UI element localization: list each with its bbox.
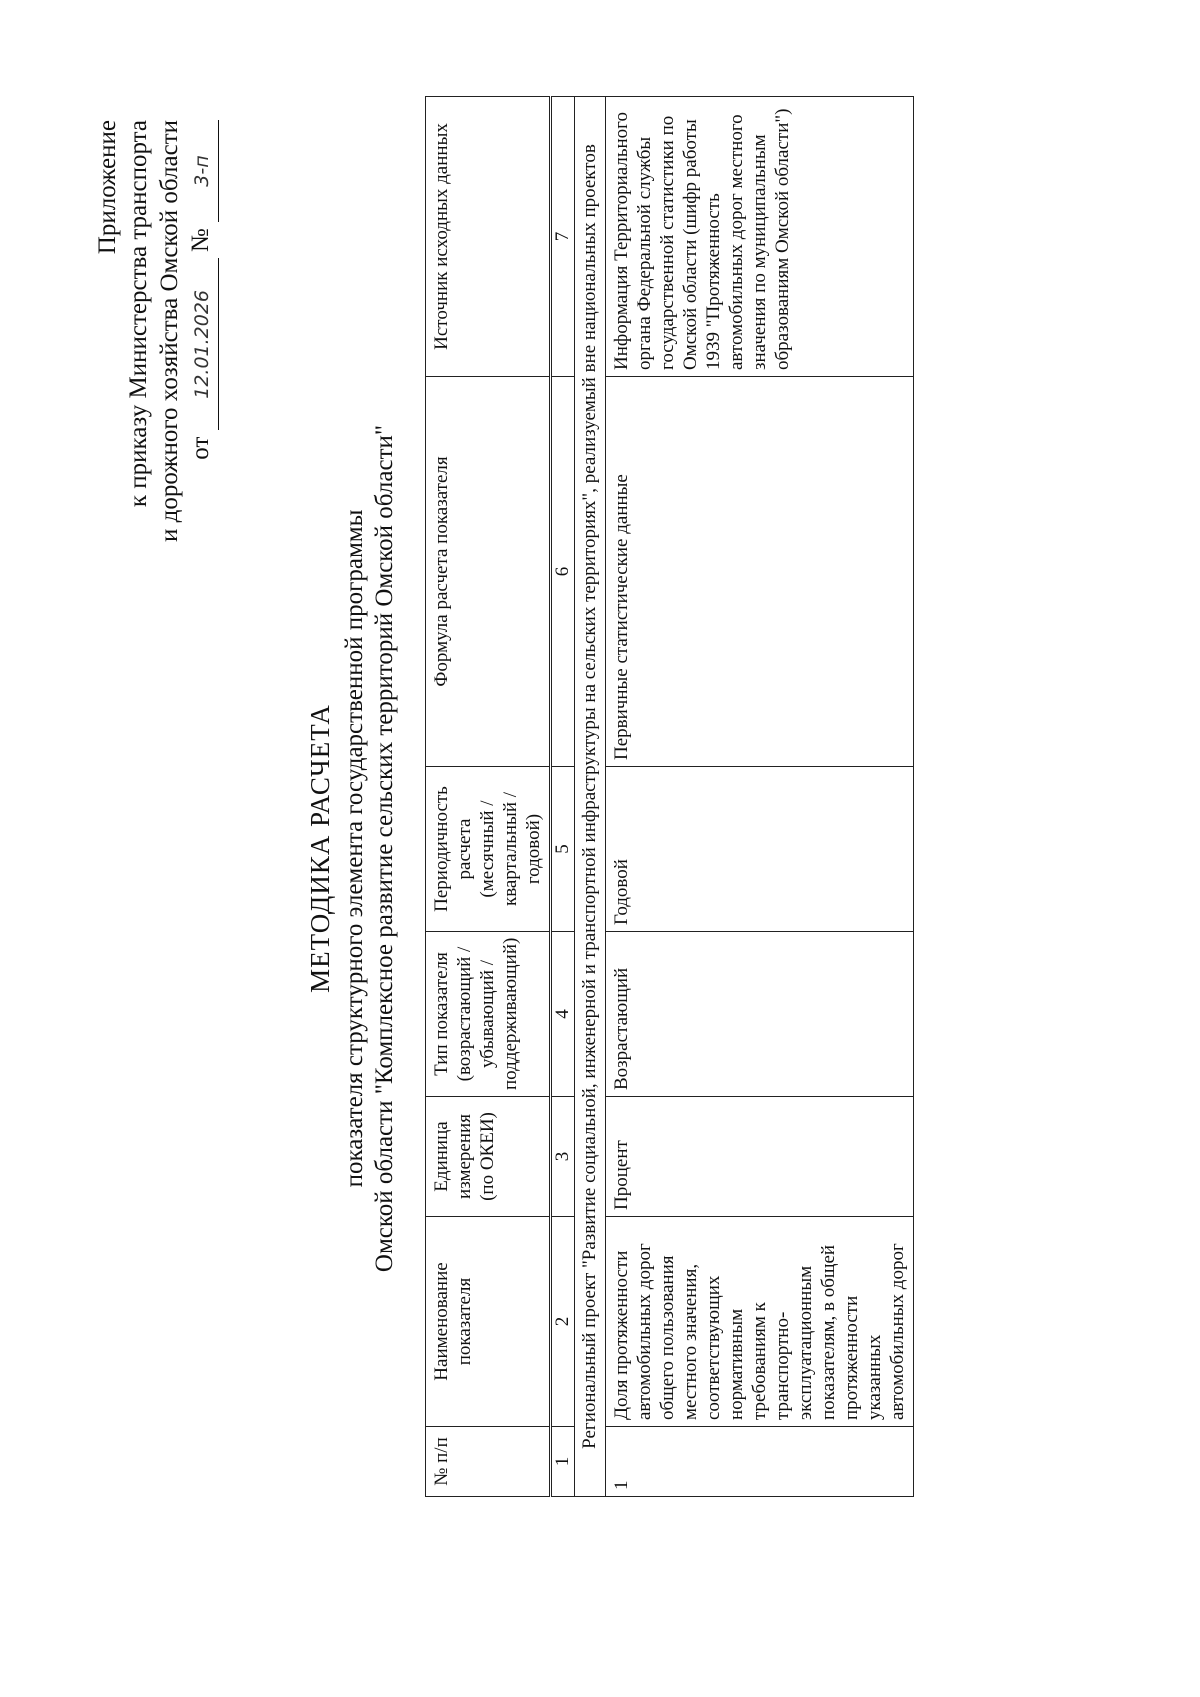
header-name: Наименование показателя <box>426 1217 551 1427</box>
header-unit: Единица измерения (по ОКЕИ) <box>426 1097 551 1217</box>
order-date-number-line <box>185 120 219 542</box>
table-row <box>606 97 914 1497</box>
document-subtitle-line-1: показателя структурного элемента государственной программы <box>341 509 368 1188</box>
column-number: 7 <box>551 97 575 377</box>
from-label: от <box>187 436 214 460</box>
column-number: 4 <box>551 932 575 1097</box>
row-source: Информация Территориального органа Федеральной службы государственной статистики по Омской области (шифр работы 1939 "Протяженность автомобильных дорог местного значения по муниципальным образованиям Омской области") <box>606 97 914 377</box>
header-period: Периодичность расчета (месячный / квартальный / годовой) <box>426 767 551 932</box>
table-header-row <box>426 97 551 1497</box>
row-num: 1 <box>606 1427 914 1497</box>
document-title-block <box>305 150 400 1547</box>
methodology-table <box>425 96 914 1497</box>
row-period: Годовой <box>606 767 914 932</box>
order-date: 12.01.2026 <box>187 258 219 430</box>
column-number: 1 <box>551 1427 575 1497</box>
number-label: № <box>187 228 214 253</box>
row-type: Возрастающий <box>606 932 914 1097</box>
row-indicator-name: Доля протяженности автомобильных дорог общего пользования местного значения, соответствующих нормативным требованиям к транспортно-эксплуатационным показателям, в общей протяженности указанных автомобильных дорог <box>606 1217 914 1427</box>
row-formula: Первичные статистические данные <box>606 377 914 767</box>
section-row <box>575 97 606 1497</box>
column-number: 5 <box>551 767 575 932</box>
header-formula: Формула расчета показателя <box>426 377 551 767</box>
document-subtitle-line-2: Омской области "Комплексное развитие сельских территорий Омской области" <box>371 424 398 1273</box>
document-title: МЕТОДИКА РАСЧЕТА <box>305 704 335 993</box>
header-type: Тип показателя (возрастающий / убывающий / поддерживающий) <box>426 932 551 1097</box>
appendix-label: Приложение <box>94 120 121 255</box>
row-unit: Процент <box>606 1097 914 1217</box>
order-number: 3-п <box>187 120 219 222</box>
column-number: 3 <box>551 1097 575 1217</box>
methodology-table-wrap <box>425 97 914 1497</box>
column-number: 6 <box>551 377 575 767</box>
header-num: № п/п <box>426 1427 551 1497</box>
section-title: Региональный проект "Развитие социальной, инженерной и транспортной инфраструктуры на сельских территориях", реализуемый вне национальных проектов <box>575 97 606 1497</box>
order-line-1: к приказу Министерства транспорта <box>125 120 152 508</box>
column-numbers-row <box>551 97 575 1497</box>
column-number: 2 <box>551 1217 575 1427</box>
header-source: Источник исходных данных <box>426 97 551 377</box>
approval-stamp-block <box>92 120 219 542</box>
order-line-2: и дорожного хозяйства Омской области <box>156 120 183 542</box>
